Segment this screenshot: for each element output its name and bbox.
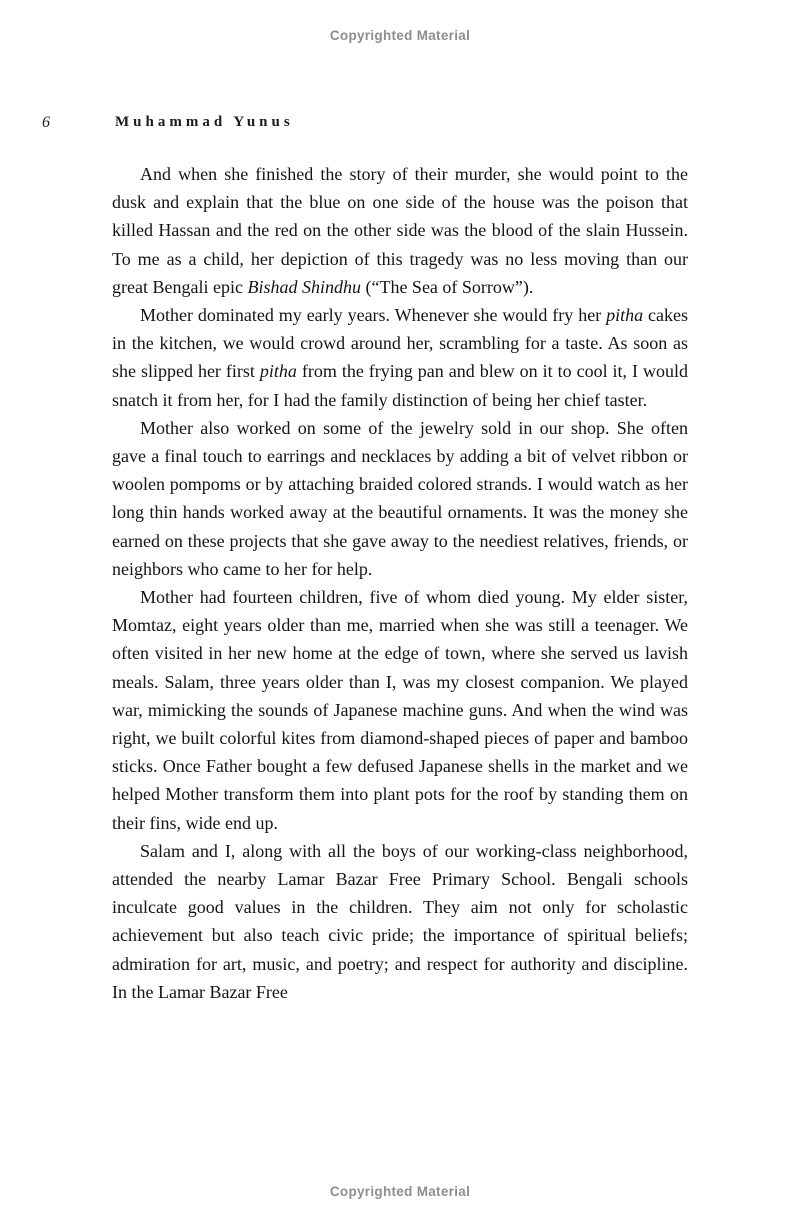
paragraph (112, 301, 688, 414)
body-text (112, 160, 688, 1125)
text-run: Mother dominated my early years. Whenever she would fry her (140, 305, 607, 326)
text-run: (“The Sea of Sorrow”). (360, 276, 534, 297)
text-run: from the frying pan and blew on it to cool it, I would snatch it from her, for I had the family distinction of being her chief taster. (112, 361, 688, 410)
text-run: Salam and I, along with all the boys of our working-class neighborhood, attended the nearby Lamar Bazar Free Primary School. Bengali schools inculcate good values in the children. They aim not only for scholastic achievement but also teach civic pride; the importance of spiritual beliefs; admiration for art, music, and poetry; and respect for authority and discipline. In the Lamar Bazar Free (112, 840, 688, 1002)
paragraph (112, 837, 688, 1006)
page-header (42, 114, 688, 136)
text-run: Mother also worked on some of the jewelry sold in our shop. She often gave a final touch to earrings and necklaces by adding a bit of velvet ribbon or woolen pompoms or by attaching braided colored strands. I would watch as her long thin hands worked away at the beautiful ornaments. It was the money she earned on these projects that she gave away to the neediest relatives, friends, or neighbors who came to her for help. (112, 417, 688, 579)
italic-text-run: pitha (606, 305, 644, 326)
italic-text-run: Bishad Shindhu (247, 276, 361, 297)
copyright-notice-bottom: Copyrighted Material (329, 1184, 471, 1199)
text-run: Mother had fourteen children, five of whom died young. My elder sister, Momtaz, eight years older than me, married when she was still a teenager. We often visited in her new home at the edge of town, where she served us lavish meals. Salam, three years older than I, was my closest companion. We played war, mimicking the sounds of Japanese machine guns. And when the wind was right, we built colorful kites from diamond-shaped pieces of paper and bamboo sticks. Once Father bought a few defused Japanese shells in the market and we helped Mother transform them into plant pots for the roof by standing them on their fins, wide end up. (112, 587, 688, 833)
text-run: cakes in the kitchen, we would crowd around her, scrambling for a taste. As soon as she slipped her first (112, 305, 688, 382)
paragraph (112, 160, 688, 301)
copyright-notice-top: Copyrighted Material (329, 28, 471, 43)
paragraph (112, 414, 688, 583)
running-header: Muhammad Yunus (115, 114, 294, 130)
page-number: 6 (42, 114, 50, 131)
text-run: And when she finished the story of their murder, she would point to the dusk and explain that the blue on one side of the house was the poison that killed Hassan and the red on the other side was the blood of the slain Hussein. To me as a child, her depiction of this tragedy was no less moving than our great Bengali epic (112, 164, 688, 297)
italic-text-run: pitha (259, 361, 297, 382)
paragraph (112, 583, 688, 837)
